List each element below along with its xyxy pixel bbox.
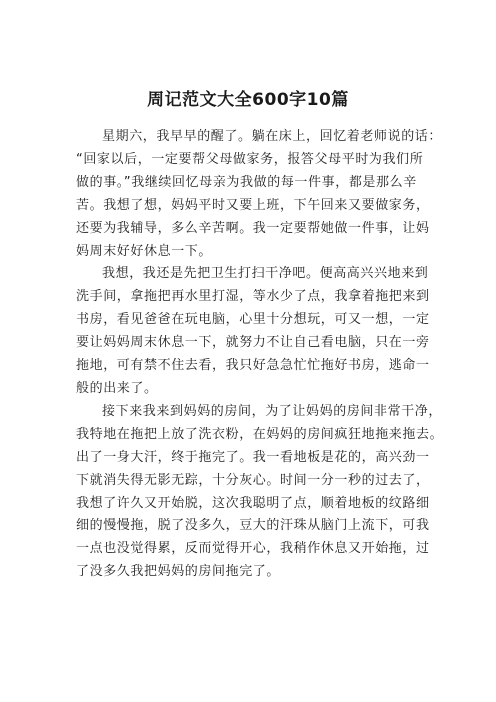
paragraph-line: 洗手间，拿拖把再水里打湿，等水少了点，我拿着拖把来到: [76, 289, 430, 305]
paragraph-line: “回家以后，一定要帮父母做家务，报答父母平时为我们所: [76, 151, 424, 167]
paragraph-line: 星期六，我早早的醒了。躺在床上，回忆着老师说的话：: [102, 129, 443, 144]
paragraph-line: 我想了许久又开始脱，这次我聪明了点，顺着地板的纹路细: [76, 495, 430, 511]
paragraph-line: 般的出来了。: [76, 380, 158, 396]
paragraph-line: 书房，看见爸爸在玩电脑，心里十分想玩，可又一想，一定: [76, 312, 430, 328]
paragraph-line: 我想，我还是先把卫生打扫干净吧。便高高兴兴地来到: [102, 266, 429, 282]
paragraph-line: 妈周末好好休息一下。: [76, 243, 213, 259]
paragraph-2: [76, 263, 428, 400]
paragraph-1: [76, 126, 443, 263]
document-title: 周记范文大全600字10篇: [147, 90, 349, 110]
paragraph-line: 了没多久我把妈妈的房间拖完了。: [76, 564, 281, 580]
paragraph-line: 还要为我辅导，多么辛苦啊。我一定要帮她做一件事，让妈: [76, 220, 430, 236]
paragraph-3: [76, 401, 444, 584]
paragraph-line: 我特地在拖把上放了洗衣粉，在妈妈的房间疯狂地拖来拖去。: [76, 426, 444, 442]
paragraph-line: 细的慢慢拖，脱了没多久，豆大的汗珠从脑门上流下，可我: [76, 518, 430, 534]
paragraph-line: 要让妈妈周末休息一下，就努力不让自己看电脑，只在一旁: [76, 335, 430, 351]
paragraph-line: 苦。我想了想，妈妈平时又要上班，下午回来又要做家务，: [76, 197, 430, 213]
paragraph-line: 拖地，可有禁不住去看，我只好急急忙忙拖好书房，逃命一: [76, 358, 430, 374]
paragraph-line: 下就消失得无影无踪，十分灰心。时间一分一秒的过去了，: [76, 472, 430, 488]
paragraph-line: 出了一身大汗，终于拖完了。我一看地板是花的，高兴劲一: [76, 449, 430, 465]
paragraph-line: 一点也没觉得累，反而觉得开心，我稍作休息又开始拖，过: [76, 541, 430, 557]
paragraph-line: 做的事。”我继续回忆母亲为我做的每一件事，都是那么辛: [76, 174, 417, 190]
document-body: [76, 126, 444, 584]
paragraph-line: 接下来我来到妈妈的房间，为了让妈妈的房间非常干净，: [102, 403, 443, 419]
